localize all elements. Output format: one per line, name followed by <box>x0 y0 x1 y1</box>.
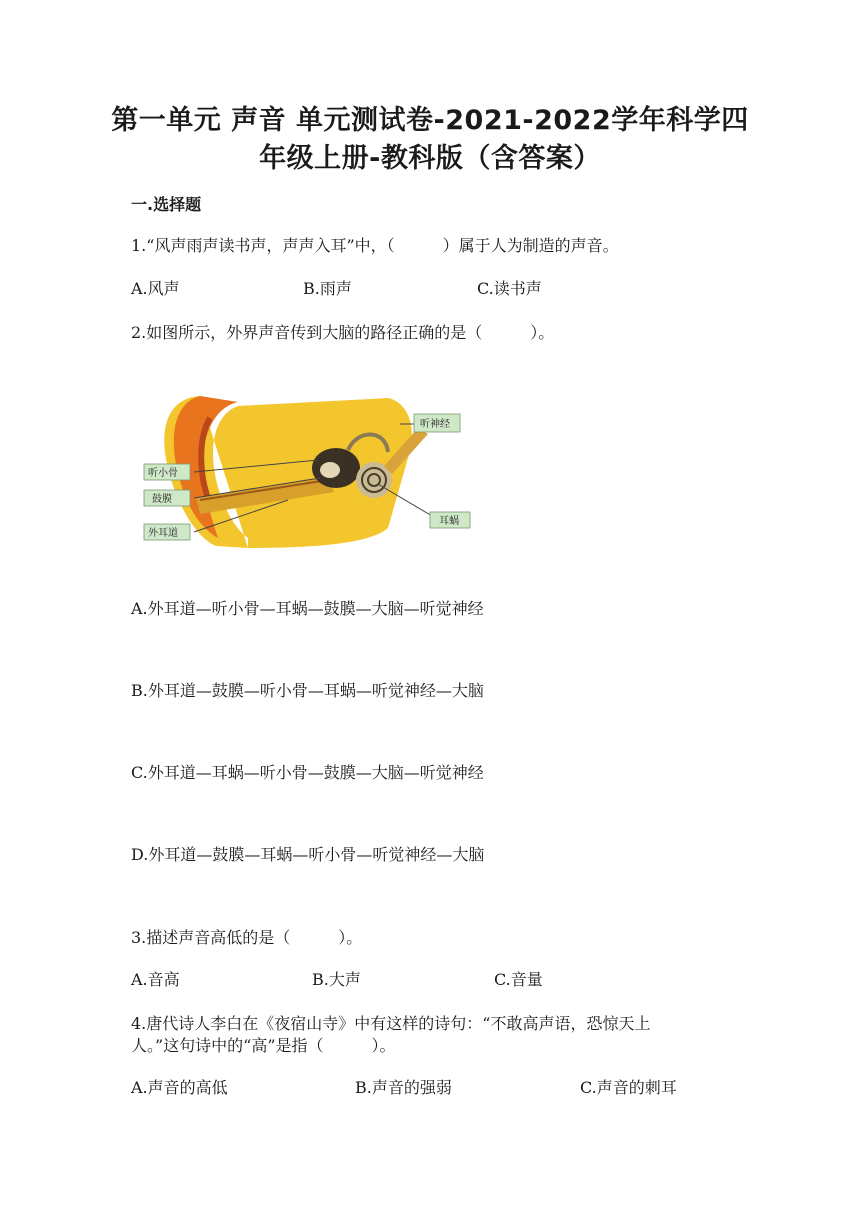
q3-option-b: B.大声 <box>312 970 361 989</box>
ear-anatomy-figure <box>138 388 484 550</box>
question-4-stem-line-1: 4.唐代诗人李白在《夜宿山寺》中有这样的诗句：“不敢高声语，恐惊天上 <box>131 1014 651 1033</box>
q4-option-c: C.声音的刺耳 <box>580 1078 677 1097</box>
label-eardrum: 鼓膜 <box>152 494 172 505</box>
label-ossicles: 听小骨 <box>148 468 178 479</box>
page-title <box>100 102 760 178</box>
q3-option-c: C.音量 <box>494 970 543 989</box>
question-3-stem: 3.描述声音高低的是（ ）。 <box>131 928 363 947</box>
question-2-stem: 2.如图所示，外界声音传到大脑的路径正确的是（ ）。 <box>131 323 555 342</box>
q4-option-a: A.声音的高低 <box>131 1078 228 1097</box>
q4-option-b: B.声音的强弱 <box>355 1078 452 1097</box>
label-cochlea: 耳蜗 <box>439 516 459 527</box>
q2-option-b: B.外耳道—鼓膜—听小骨—耳蜗—听觉神经—大脑 <box>131 681 484 700</box>
q2-option-c: C.外耳道—耳蜗—听小骨—鼓膜—大脑—听觉神经 <box>131 763 484 782</box>
question-1-stem: 1.“风声雨声读书声，声声入耳”中，（ ）属于人为制造的声音。 <box>131 236 619 255</box>
q1-option-b: B.雨声 <box>303 279 352 298</box>
q3-option-a: A.音高 <box>131 970 180 989</box>
title-line-1: 第一单元 声音 单元测试卷-2021-2022学年科学四 <box>111 105 749 136</box>
q1-option-a: A.风声 <box>131 279 180 298</box>
q2-option-a: A.外耳道—听小骨—耳蜗—鼓膜—大脑—听觉神经 <box>131 599 484 618</box>
title-line-2: 年级上册-教科版（含答案） <box>259 143 601 174</box>
label-ear-canal: 外耳道 <box>148 528 178 539</box>
section-heading: 一.选择题 <box>131 195 202 214</box>
question-4-stem-line-2: 人。”这句诗中的“高”是指（ ）。 <box>131 1036 396 1055</box>
q2-option-d: D.外耳道—鼓膜—耳蜗—听小骨—听觉神经—大脑 <box>131 845 485 864</box>
q1-option-c: C.读书声 <box>477 279 542 298</box>
label-auditory-nerve: 听神经 <box>420 419 450 430</box>
